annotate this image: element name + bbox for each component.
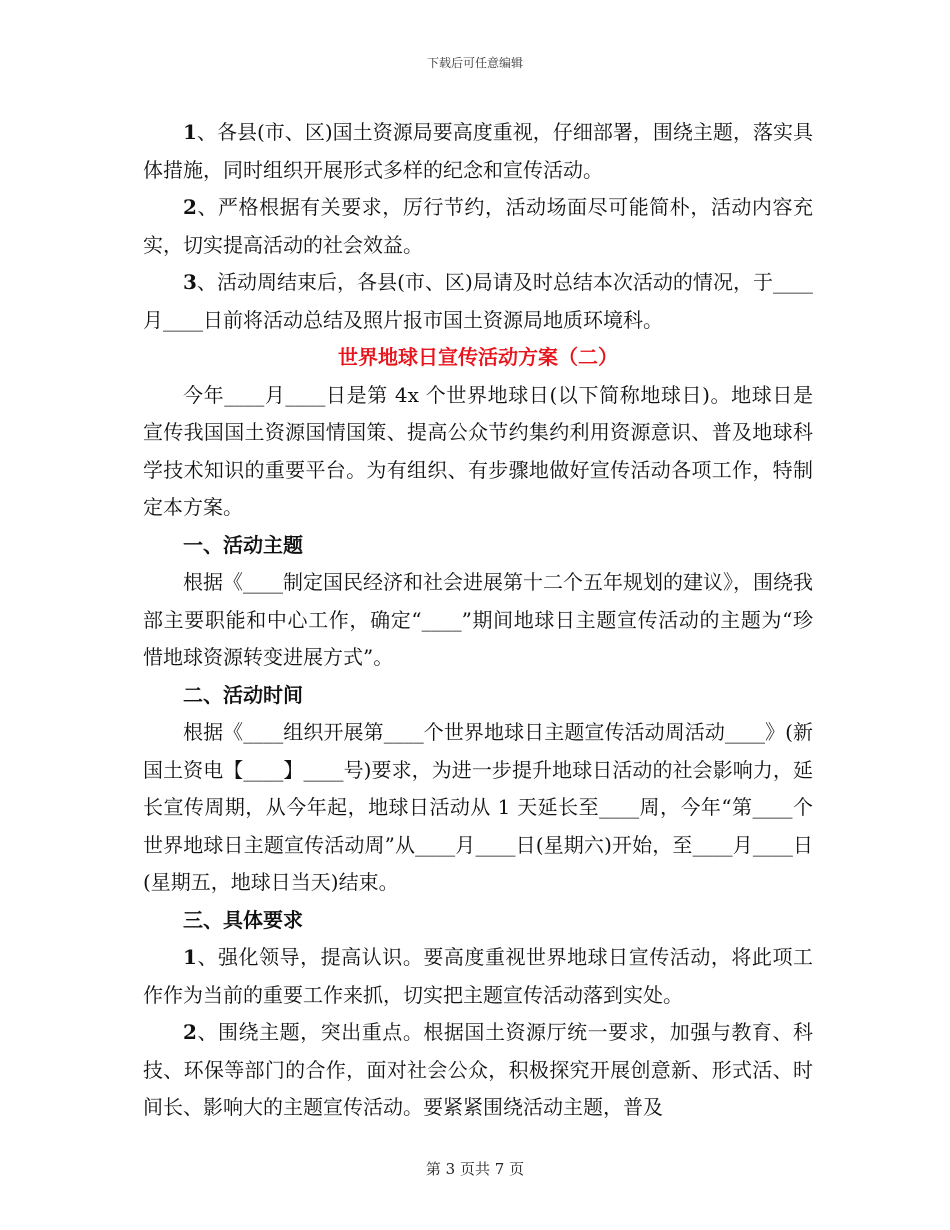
section-body-time: 根据《____组织开展第____个世界地球日主题宣传活动周活动____》(新国土资电【____】____号)要求，为进一步提升地球日活动的社会影响力，延长宣传周期，从今年起，地球日活动从 1 天延长至____周，今年“第____个世界地球日主题宣传活动周”从____月____日(星期六)开始，至____月____日(星期五，地球日当天)结束。 xyxy=(143,720,813,894)
paragraph-text: 、活动周结束后，各县(市、区)局请及时总结本次活动的情况，于____月____日前将活动总结及照片报市国土资源局地质环境科。 xyxy=(143,270,813,332)
paragraph-number: 2 xyxy=(183,195,197,219)
intro-paragraph: 今年____月____日是第 4x 个世界地球日(以下简称地球日)。地球日是宣传我国国土资源国情国策、提高公众节约集约利用资源意识、普及地球科学技术知识的重要平台。为有组织、有步骤地做好宣传活动各项工作，特制定本方案。 xyxy=(143,382,813,519)
page-footer: 第 3 页共 7 页 xyxy=(425,1160,525,1178)
paragraph-text: 、各县(市、区)国土资源局要高度重视，仔细部署，围绕主题，落实具体措施，同时组织开展形式多样的纪念和宣传活动。 xyxy=(143,120,813,182)
document-body xyxy=(143,114,813,1127)
item-number: 1 xyxy=(183,945,197,969)
section-heading-theme: 一、活动主题 xyxy=(183,532,303,557)
paragraph-number: 3 xyxy=(183,270,197,294)
paragraph-number: 1 xyxy=(183,120,197,144)
paragraph-text: 、严格根据有关要求，厉行节约，活动场面尽可能简朴，活动内容充实，切实提高活动的社会效益。 xyxy=(143,195,813,257)
section-heading-time: 二、活动时间 xyxy=(183,682,303,707)
paragraph-requirement-3 xyxy=(143,264,813,339)
section-heading-requirements: 三、具体要求 xyxy=(183,907,303,932)
paragraph-requirement-2 xyxy=(143,189,813,264)
paragraph-requirement-1 xyxy=(143,114,813,189)
page-header: 下载后可任意编辑 xyxy=(426,56,523,70)
item-text: 、强化领导，提高认识。要高度重视世界地球日宣传活动，将此项工作作为当前的重要工作来抓，切实把主题宣传活动落到实处。 xyxy=(143,945,813,1007)
item-text: 、围绕主题，突出重点。根据国土资源厅统一要求，加强与教育、科技、环保等部门的合作，面对社会公众，积极探究开展创意新、形式活、时间长、影响大的主题宣传活动。要紧紧围绕活动主题，普及 xyxy=(143,1020,813,1119)
item-number: 2 xyxy=(183,1020,197,1044)
requirement-item-1 xyxy=(143,939,813,1014)
document-title: 世界地球日宣传活动方案（二） xyxy=(338,345,618,369)
requirement-item-2 xyxy=(143,1014,813,1127)
section-body-theme: 根据《____制定国民经济和社会进展第十二个五年规划的建议》，围绕我部主要职能和中心工作，确定“____”期间地球日主题宣传活动的主题为“珍惜地球资源转变进展方式”。 xyxy=(143,570,813,669)
